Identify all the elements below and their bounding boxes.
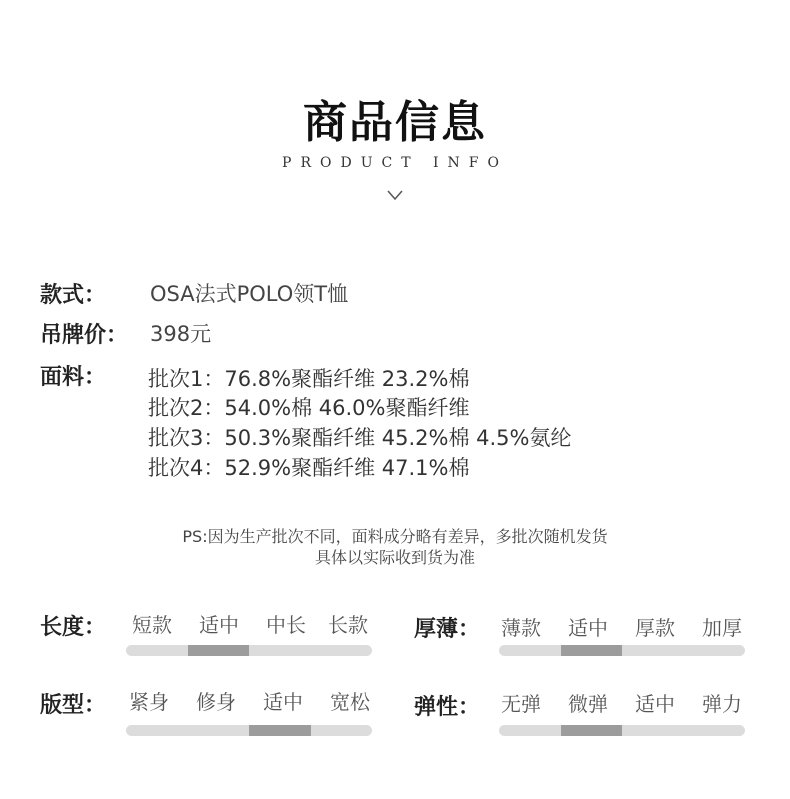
elasticity-option: 无弹 <box>501 692 541 716</box>
elasticity-option: 弹力 <box>702 692 742 716</box>
fit-scale <box>126 725 372 736</box>
length-option: 短款 <box>132 613 172 637</box>
thickness-indicator <box>561 645 623 656</box>
thickness-option: 适中 <box>568 616 608 640</box>
elasticity-scale <box>499 725 745 736</box>
fabric-batch-3: 批次3：50.3%聚酯纤维 45.2%棉 4.5%氨纶 <box>148 426 572 450</box>
fit-option: 适中 <box>263 690 303 714</box>
thickness-scale <box>499 645 745 656</box>
fabric-label: 面料： <box>40 365 107 390</box>
thickness-option: 厚款 <box>635 616 675 640</box>
length-indicator <box>188 645 250 656</box>
style-label: 款式： <box>40 283 107 308</box>
fabric-batch-4: 批次4：52.9%聚酯纤维 47.1%棉 <box>148 456 470 480</box>
thickness-label: 厚薄： <box>414 617 481 642</box>
length-option: 中长 <box>266 613 306 637</box>
thickness-option: 薄款 <box>501 616 541 640</box>
fit-option: 宽松 <box>330 690 370 714</box>
notice-line-2: 具体以实际收到货为准 <box>314 548 475 567</box>
elasticity-indicator <box>561 725 623 736</box>
elasticity-option: 微弹 <box>568 692 608 716</box>
fit-option: 紧身 <box>129 690 169 714</box>
page-subtitle: PRODUCT INFO <box>282 155 508 171</box>
fit-indicator <box>249 725 311 736</box>
elasticity-option: 适中 <box>635 692 675 716</box>
price-value: 398元 <box>150 322 212 346</box>
elasticity-label: 弹性： <box>414 695 481 720</box>
fit-label: 版型： <box>40 693 107 718</box>
length-scale <box>126 645 372 656</box>
length-option: 适中 <box>199 613 239 637</box>
fabric-batch-1: 批次1：76.8%聚酯纤维 23.2%棉 <box>148 367 470 391</box>
page-title: 商品信息 <box>303 97 487 148</box>
style-value: OSA法式POLO领T恤 <box>150 282 349 306</box>
length-option: 长款 <box>328 613 368 637</box>
chevron-down-icon <box>386 186 404 204</box>
notice-line-1: PS:因为生产批次不同，面料成分略有差异，多批次随机发货 <box>182 527 608 546</box>
price-label: 吊牌价： <box>40 323 129 348</box>
length-label: 长度： <box>40 615 107 640</box>
fabric-batch-2: 批次2：54.0%棉 46.0%聚酯纤维 <box>148 396 470 420</box>
fit-option: 修身 <box>196 690 236 714</box>
thickness-option: 加厚 <box>702 616 742 640</box>
